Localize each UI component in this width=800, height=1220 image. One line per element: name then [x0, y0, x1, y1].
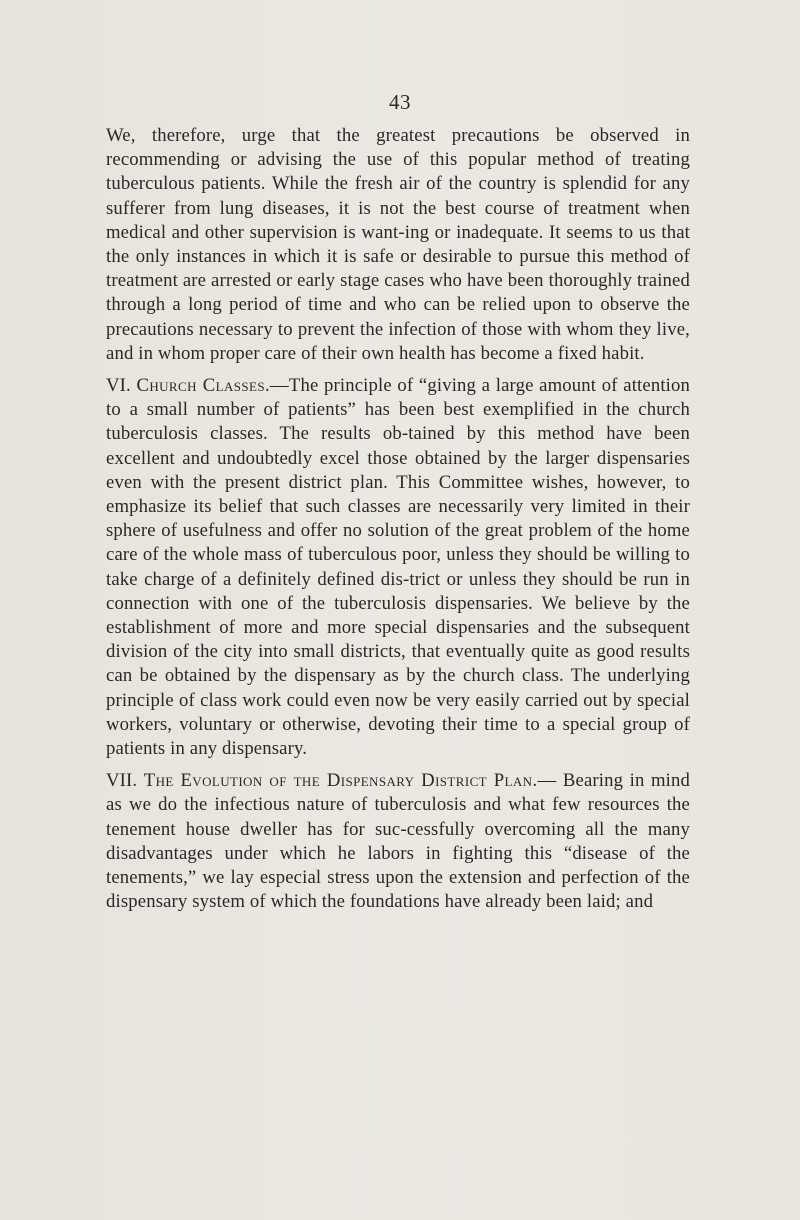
paragraph-church-classes: [106, 374, 690, 761]
paragraph-text: —The principle of “giving a large amount of attention to a small number of patients” has been best exemplified in the church tuberculosis classes. The results ob-tained by this method have been excellent and undoubtedly excel those obtained by the larger dispensaries even with the present district plan. This Committee wishes, however, to emphasize its belief that such classes are necessarily very limited in their sphere of usefulness and offer no solution of the great problem of the home care of the whole mass of tuberculous poor, unless they should be willing to take charge of a definitely defined dis-trict or unless they should be run in connection with one of the tuberculosis dispensaries. We believe by the establishment of more and more special dispensaries and the subsequent division of the city into small districts, that eventually quite as good results can be obtained by the dispensary as by the church class. The underlying principle of class work could even now be very easily carried out by special workers, voluntary or otherwise, devoting their time to a special group of patients in any dispensary.: [106, 375, 690, 760]
body-text: [106, 124, 690, 915]
paragraph-text: — Bearing in mind as we do the infectious nature of tuberculosis and what few resources the tenement house dweller has for suc-cessfully overcoming all the many disadvantages under which he labors in fighting this “disease of the tenements,” we lay especial stress upon the extension and perfection of the dispensary system of which the foundations have already been laid; and: [106, 770, 691, 913]
section-numeral: VII.: [106, 770, 138, 792]
section-heading: Church Classes.: [136, 375, 271, 397]
paragraph-precautions: [106, 124, 690, 366]
section-numeral: VI.: [106, 375, 131, 397]
page-number: 43: [389, 90, 411, 114]
paragraph-text: We, therefore, urge that the greatest precautions be observed in recommending or advising the use of this popular method of treating tuberculous patients. While the fresh air of the country is splendid for any sufferer from lung diseases, it is not the best course of treatment when medical and other supervision is want-ing or inadequate. It seems to us that the only instances in which it is safe or desirable to pursue this method of treatment are arrested or early stage cases who have been thoroughly trained through a long period of time and who can be relied upon to observe the precautions necessary to prevent the infection of those with whom they live, and in whom proper care of their own health has become a fixed habit.: [106, 125, 690, 364]
section-heading: The Evolution of the Dispensary District Plan.: [143, 770, 538, 792]
paragraph-dispensary-plan: [106, 769, 690, 914]
